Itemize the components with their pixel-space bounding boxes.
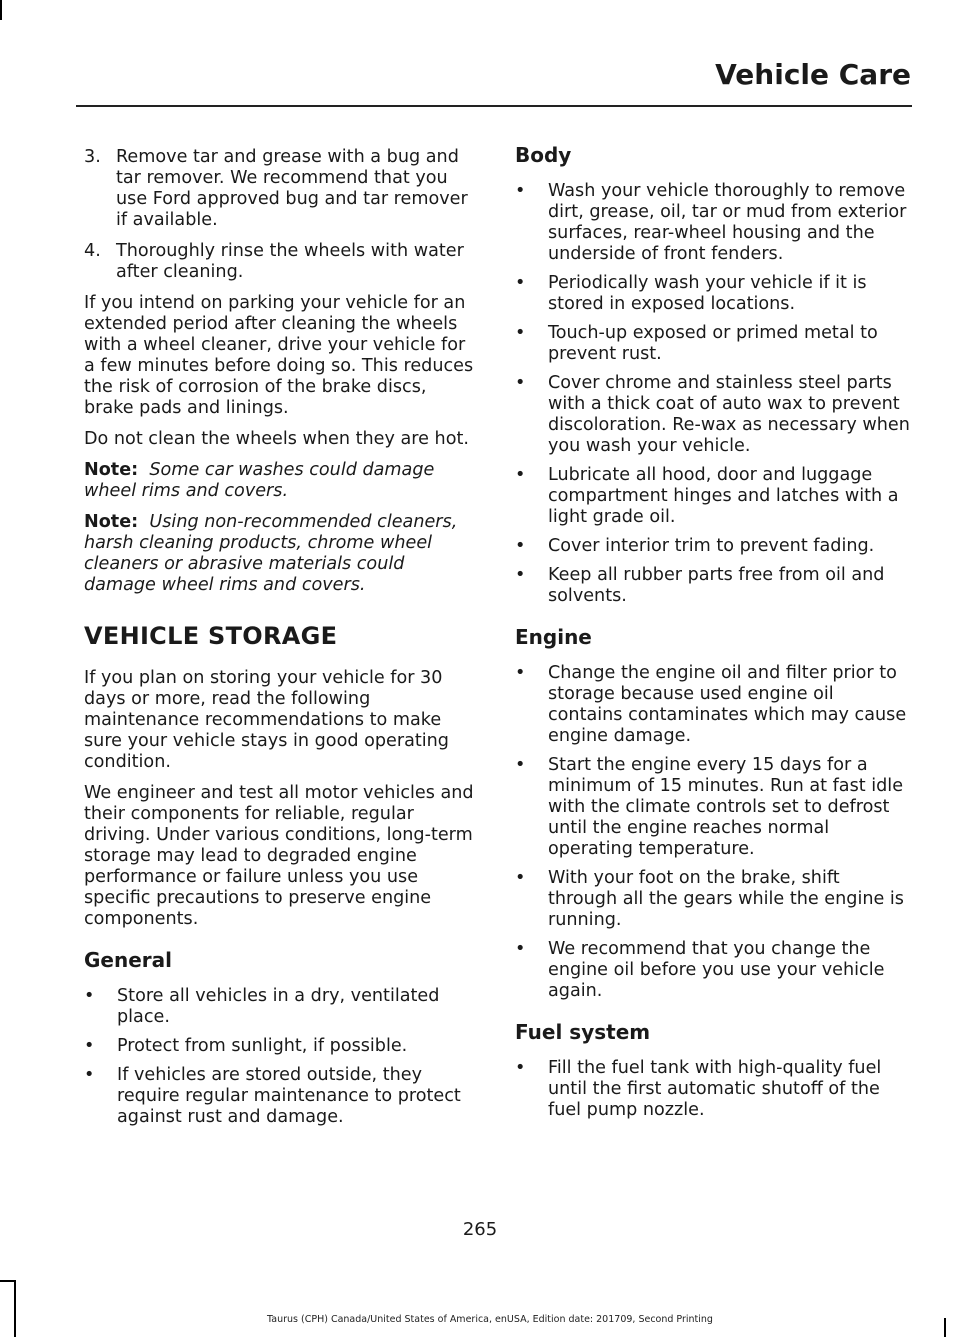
list-item: • Periodically wash your vehicle if it is stored in exposed locations.	[515, 273, 911, 315]
page-number: 265	[462, 1219, 498, 1240]
step-text: Remove tar and grease with a bug and tar remover. We recommend that you use Ford approved bug and tar remover if available.	[116, 147, 468, 230]
paragraph: We engineer and test all motor vehicles and their components for reliable, regular driving. Under various conditions, long-term storage may lead to degraded engine performance or failure unless you use specific precautions to preserve engine components.	[84, 783, 474, 929]
subsection-title-general: General	[84, 948, 172, 972]
list-item: • Keep all rubber parts free from oil and solvents.	[515, 565, 911, 607]
right-column	[515, 143, 911, 1129]
subsection-title-body: Body	[515, 143, 572, 167]
left-column	[84, 147, 476, 1136]
note-text: Some car washes could damage wheel rims and covers.	[84, 460, 435, 501]
list-item: • Wash your vehicle thoroughly to remove dirt, grease, oil, tar or mud from exterior surfaces, rear-wheel housing and the underside of front fenders.	[515, 181, 911, 265]
subsection-title-engine: Engine	[515, 625, 592, 649]
list-item: • Protect from sunlight, if possible.	[84, 1036, 476, 1057]
list-item: • With your foot on the brake, shift through all the gears while the engine is running.	[515, 868, 911, 931]
paragraph: If you intend on parking your vehicle for an extended period after cleaning the wheels with a wheel cleaner, drive your vehicle for a few minutes before doing so. This reduces the risk of corrosion of the brake discs, brake pads and linings.	[84, 293, 474, 418]
list-item: • Touch-up exposed or primed metal to prevent rust.	[515, 323, 911, 365]
paragraph: If you plan on storing your vehicle for 30 days or more, read the following maintenance recommendations to make sure your vehicle stays in good operating condition.	[84, 668, 449, 772]
list-item: • Cover chrome and stainless steel parts with a thick coat of auto wax to prevent discoloration. Re-wax as necessary when you wash your vehicle.	[515, 373, 911, 457]
list-item: • If vehicles are stored outside, they require regular maintenance to protect against rust and damage.	[84, 1065, 476, 1128]
edition-footer: Taurus (CPH) Canada/United States of America, enUSA, Edition date: 201709, Second Printing	[267, 1314, 713, 1325]
step-item	[84, 147, 476, 231]
list-item: • Lubricate all hood, door and luggage compartment hinges and latches with a light grade oil.	[515, 465, 911, 528]
step-item	[84, 241, 476, 283]
header-divider	[76, 105, 912, 107]
step-text: Thoroughly rinse the wheels with water after cleaning.	[116, 241, 464, 282]
step-number: 4.	[84, 241, 101, 261]
note-label: Note:	[84, 512, 139, 532]
paragraph: Do not clean the wheels when they are hot.	[84, 429, 469, 449]
list-item: • Fill the fuel tank with high-quality fuel until the first automatic shutoff of the fuel pump nozzle.	[515, 1058, 911, 1121]
list-item: • We recommend that you change the engine oil before you use your vehicle again.	[515, 939, 911, 1002]
crop-mark-bottom-left-base	[0, 1280, 16, 1282]
step-number: 3.	[84, 147, 101, 167]
note	[84, 512, 476, 596]
section-title: VEHICLE STORAGE	[84, 622, 338, 650]
page-header-title: Vehicle Care	[715, 58, 911, 91]
note	[84, 460, 476, 502]
subsection-title-fuel-system: Fuel system	[515, 1020, 651, 1044]
note-text: Using non-recommended cleaners, harsh cleaning products, chrome wheel cleaners or abrasive materials could damage wheel rims and covers.	[84, 512, 458, 595]
list-item: • Start the engine every 15 days for a minimum of 15 minutes. Run at fast idle with the climate controls set to defrost until the engine reaches normal operating temperature.	[515, 755, 911, 860]
list-item: • Store all vehicles in a dry, ventilated place.	[84, 986, 476, 1028]
crop-mark-top-left	[0, 0, 2, 20]
note-label: Note:	[84, 460, 139, 480]
list-item: • Change the engine oil and filter prior to storage because used engine oil contains contaminates which may cause engine damage.	[515, 663, 911, 747]
list-item: • Cover interior trim to prevent fading.	[515, 536, 911, 557]
crop-mark-bottom-left	[14, 1280, 16, 1337]
